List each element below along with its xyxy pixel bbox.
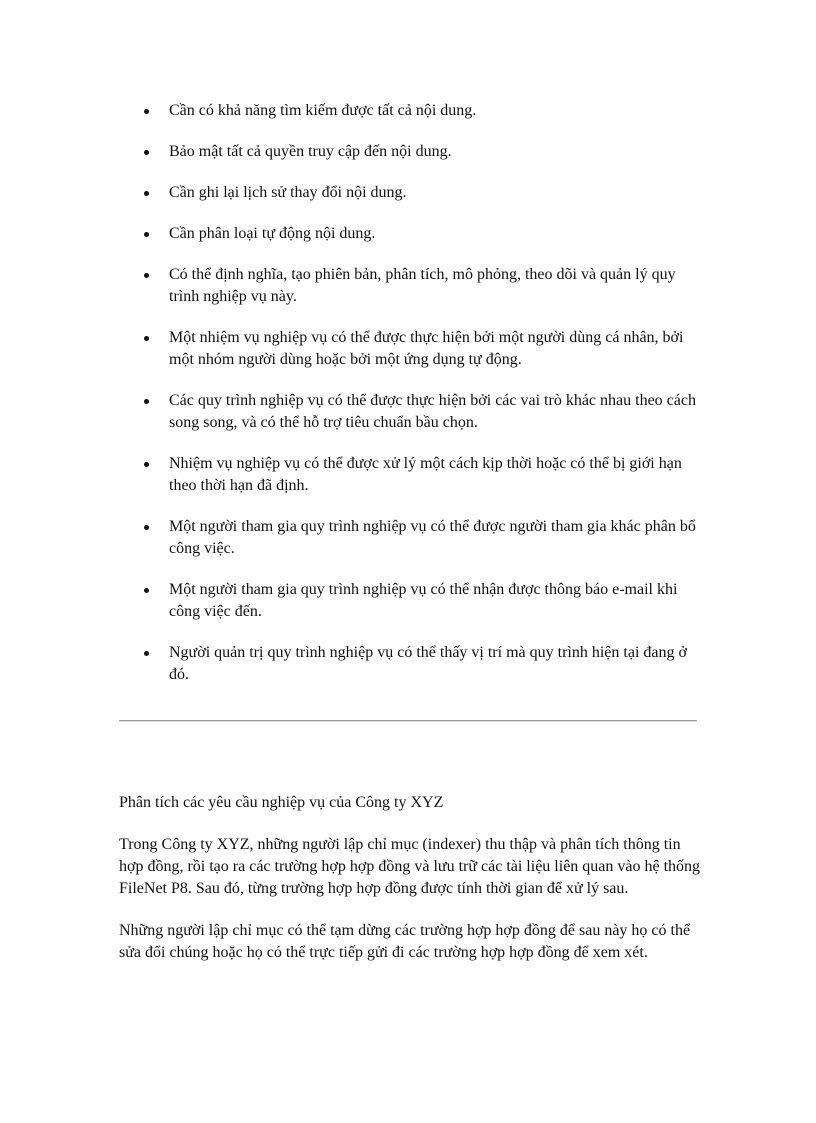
list-item [140, 516, 700, 560]
bullet-icon [144, 462, 149, 467]
section-paragraph: Những người lập chỉ mục có thể tạm dừng các trường hợp hợp đồng để sau này họ có thể sửa đổi chúng hoặc họ có thể trực tiếp gửi đi các trường hợp hợp đồng để xem xét. [119, 922, 691, 961]
list-item-text: Một người tham gia quy trình nghiệp vụ có thể được người tham gia khác phân bổ công việc. [169, 518, 696, 557]
list-item-text: Cần ghi lại lịch sử thay đổi nội dung. [169, 184, 407, 201]
list-item-text: Một người tham gia quy trình nghiệp vụ có thể nhận được thông báo e-mail khi công việc đến. [169, 581, 678, 620]
list-item [140, 141, 700, 163]
list-item-text: Bảo mật tất cả quyền truy cập đến nội dung. [169, 143, 452, 160]
bullet-icon [144, 399, 149, 404]
list-item [140, 182, 700, 204]
section-heading: Phân tích các yêu cầu nghiệp vụ của Công ty XYZ [119, 794, 444, 811]
list-item-text: Cần phân loại tự động nội dung. [169, 225, 376, 242]
list-item [140, 327, 700, 371]
list-item-text: Người quản trị quy trình nghiệp vụ có thể thấy vị trí mà quy trình hiện tại đang ở đó. [169, 644, 687, 683]
bullet-icon [144, 191, 149, 196]
list-item [140, 223, 700, 245]
list-item [140, 579, 700, 623]
list-item-text: Nhiệm vụ nghiệp vụ có thể được xử lý một cách kịp thời hoặc có thể bị giới hạn theo thời hạn đã định. [169, 455, 682, 494]
bullet-icon [144, 336, 149, 341]
bullet-icon [144, 109, 149, 114]
requirements-list [140, 100, 700, 705]
list-item-text: Cần có khả năng tìm kiếm được tất cả nội dung. [169, 102, 477, 119]
list-item [140, 642, 700, 686]
list-item-text: Các quy trình nghiệp vụ có thể được thực hiện bởi các vai trò khác nhau theo cách song song, và có thể hỗ trợ tiêu chuẩn bầu chọn. [169, 392, 696, 431]
analysis-section [119, 792, 709, 984]
horizontal-rule [119, 720, 697, 722]
list-item [140, 453, 700, 497]
bullet-icon [144, 588, 149, 593]
list-item [140, 264, 700, 308]
list-item-text: Một nhiệm vụ nghiệp vụ có thể được thực hiện bởi một người dùng cá nhân, bởi một nhóm người dùng hoặc bởi một ứng dụng tự động. [169, 329, 684, 368]
bullet-icon [144, 525, 149, 530]
bullet-icon [144, 232, 149, 237]
list-item-text: Có thể định nghĩa, tạo phiên bản, phân tích, mô phỏng, theo dõi và quản lý quy trình nghiệp vụ này. [169, 266, 676, 305]
bullet-icon [144, 273, 149, 278]
list-item [140, 390, 700, 434]
bullet-icon [144, 150, 149, 155]
section-paragraph: Trong Công ty XYZ, những người lập chỉ mục (indexer) thu thập và phân tích thông tin hợp đồng, rồi tạo ra các trường hợp hợp đồng và lưu trữ các tài liệu liên quan vào hệ thống FileNet P8. Sau đó, từng trường hợp hợp đồng được tính thời gian để xử lý sau. [119, 836, 701, 897]
bullet-icon [144, 651, 149, 656]
list-item [140, 100, 700, 122]
